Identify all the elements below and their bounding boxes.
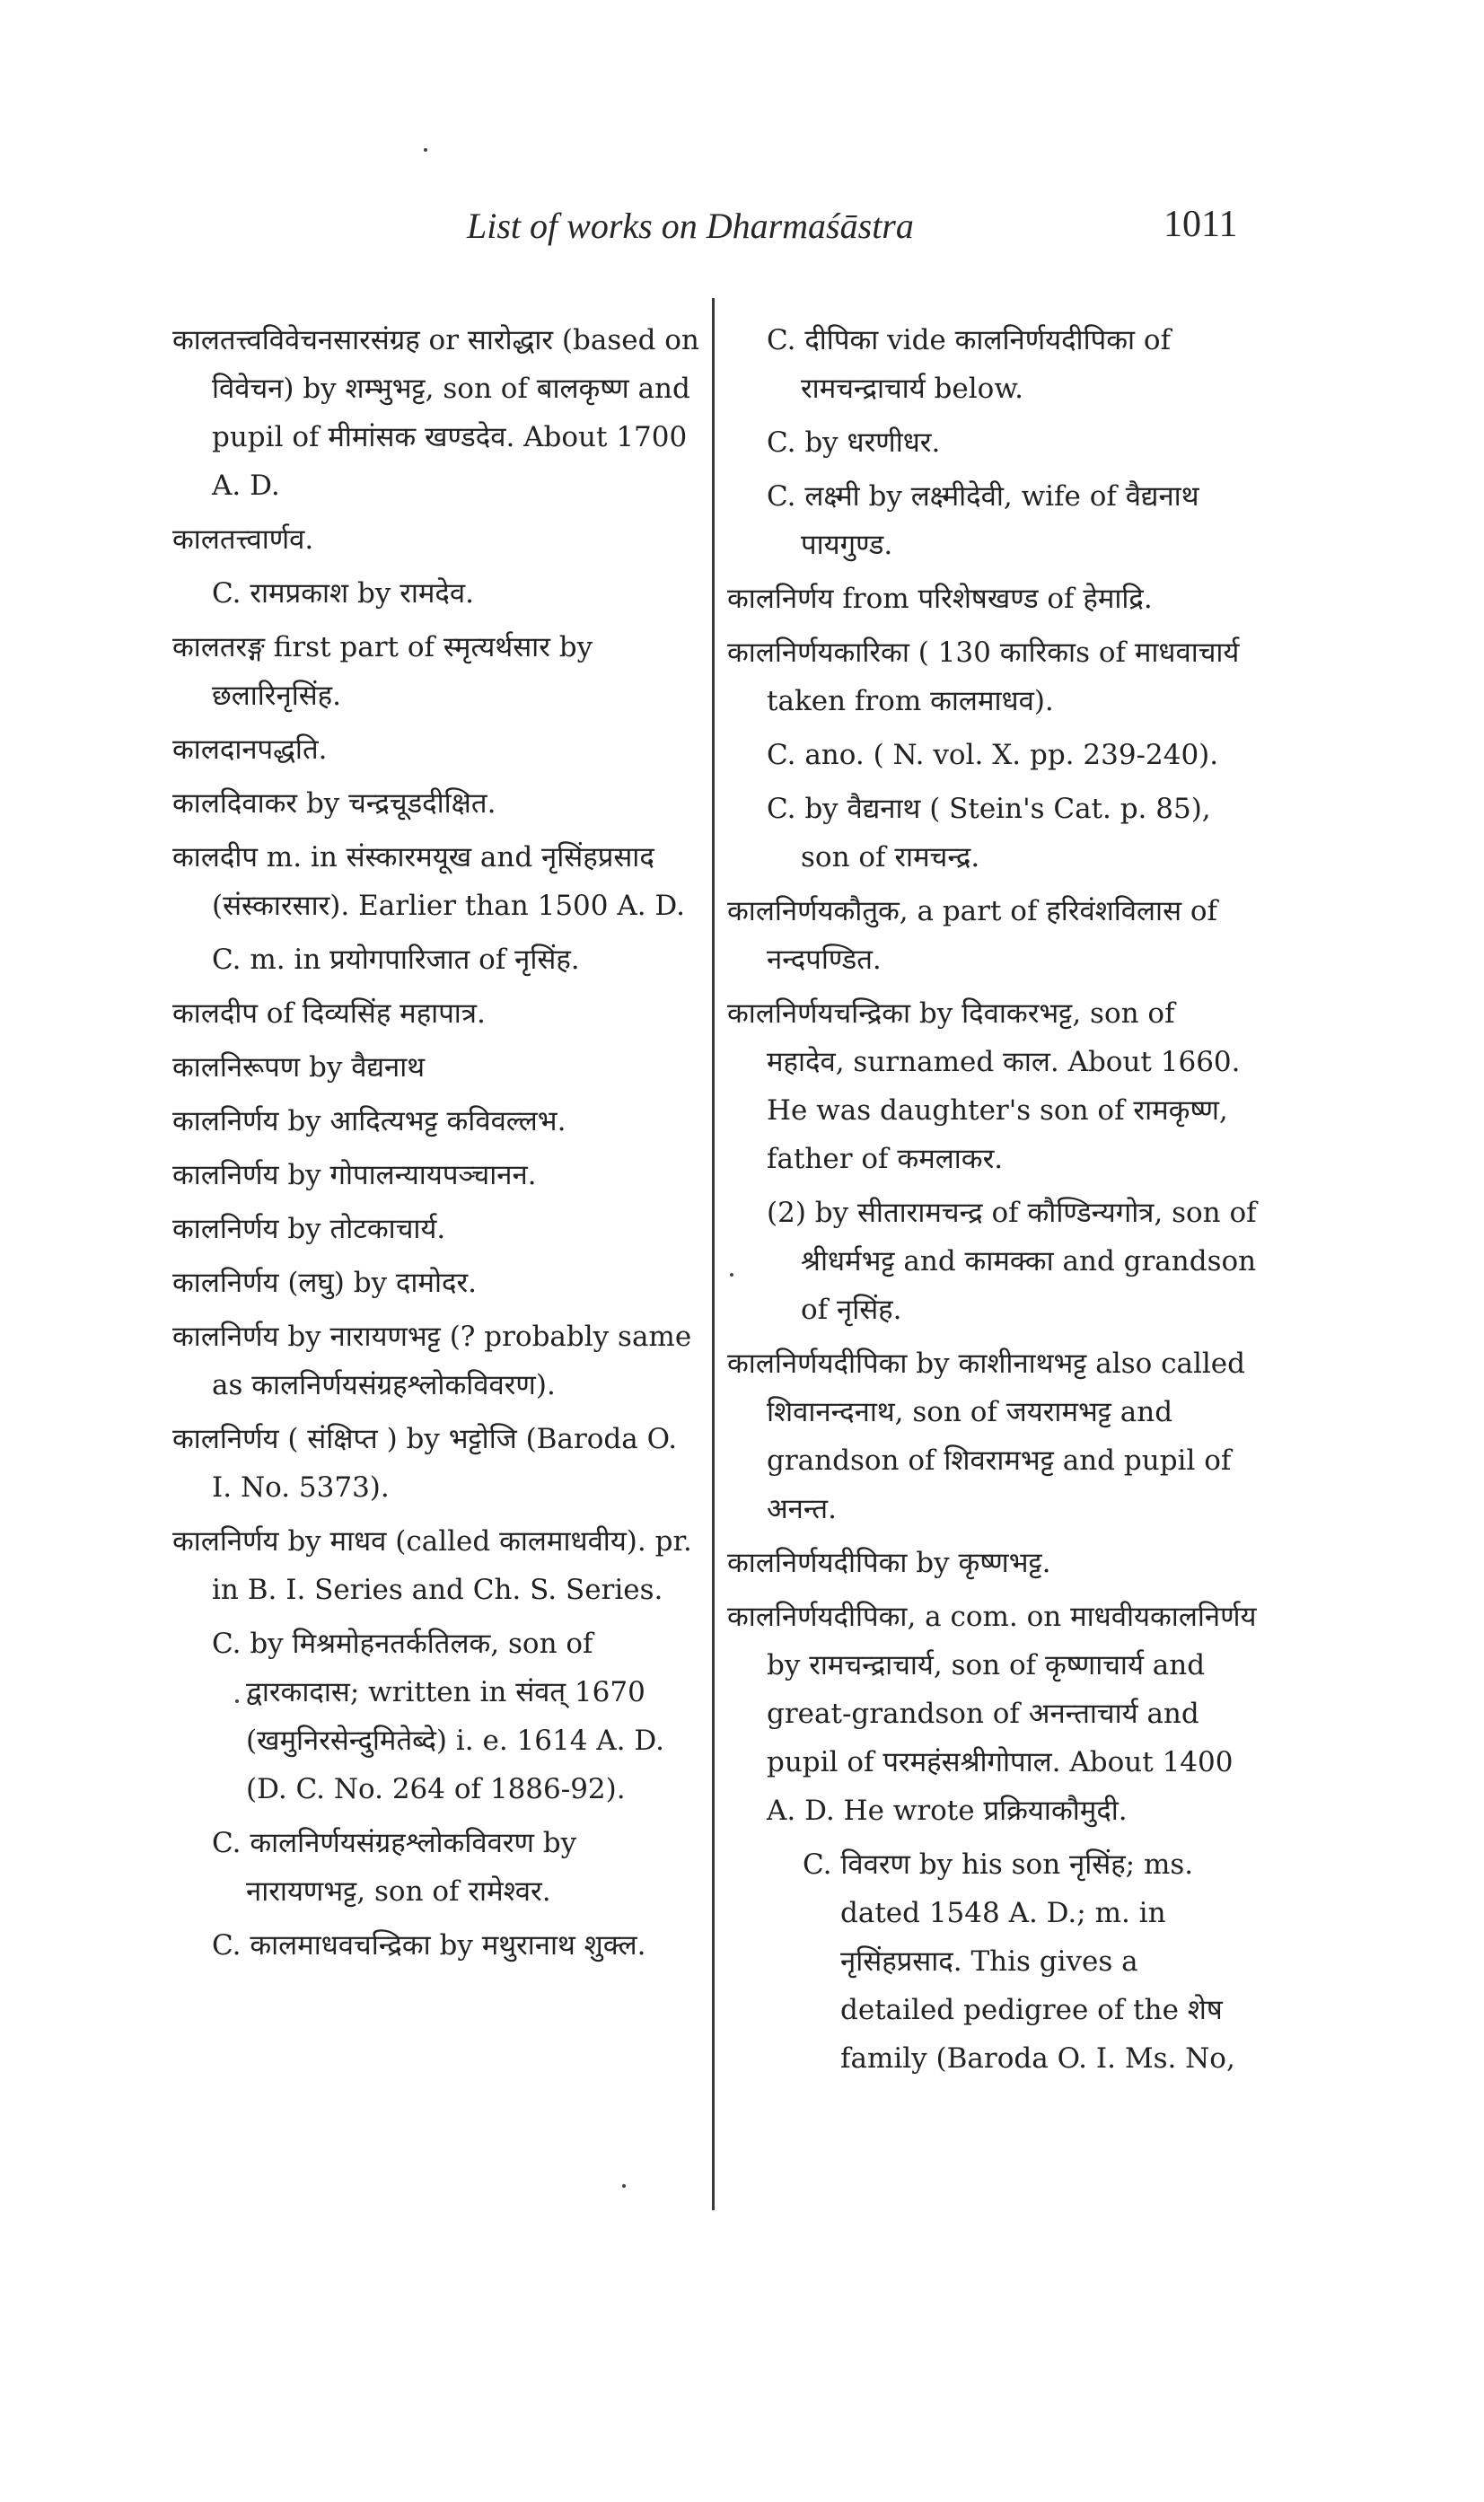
commentary-entry: C. कालनिर्णयसंग्रहश्लोकविवरण by नारायणभट्ट, son of रामेश्वर. (212, 1827, 577, 1908)
work-entry: कालतरङ्ग first part of स्मृत्यर्थसार by छलारिनृसिंह. (172, 631, 593, 712)
commentary-entry: C. m. in प्रयोगपारिजात of नृसिंह. (212, 944, 580, 976)
print-speck (424, 148, 427, 152)
page-number: 1011 (1163, 204, 1238, 245)
work-entry: कालनिर्णय from परिशेषखण्ड of हेमाद्रि. (727, 583, 1153, 615)
work-entry: कालनिर्णयदीपिका by काशीनाथभट्ट also called शिवानन्दनाथ, son of जयरामभट्ट and grandson of शिवरामभट्ट and pupil of अनन्त. (727, 1348, 1245, 1525)
left-column (172, 316, 700, 1975)
work-entry: कालनिर्णयकौतुक, a part of हरिवंशविलास of नन्दपण्डित. (727, 895, 1218, 976)
work-entry: कालनिर्णय (लघु) by दामोदर. (172, 1267, 477, 1299)
work-entry: कालनिर्णयचन्द्रिका by दिवाकरभट्ट, son of महादेव, surnamed काल. About 1660. He was daughter's son of रामकृष्ण, father of कमलाकर. (727, 997, 1241, 1175)
commentary-entry: C. by धरणीधर. (767, 426, 941, 459)
work-entry: कालनिर्णयकारिका ( 130 कारिकाs of माधवाचार्य taken from कालमाधव). (727, 636, 1240, 717)
commentary-entry: C. कालमाधवचन्द्रिका by मथुरानाथ शुक्ल. (212, 1929, 646, 1962)
work-entry: कालनिर्णयदीपिका, a com. on माधवीयकालनिर्णय by रामचन्द्राचार्य, son of कृष्णाचार्य and great-grandson of अनन्ताचार्य and pupil of परमहंसश्रीगोपाल. About 1400 A. D. He wrote प्रक्रियाकौमुदी. (727, 1601, 1257, 1827)
commentary-entry: C. लक्ष्मी by लक्ष्मीदेवी, wife of वैद्यनाथ पायगुण्ड. (767, 480, 1199, 561)
commentary-entry: C. ano. ( N. vol. X. pp. 239-240). (767, 739, 1219, 771)
print-speck (730, 1273, 733, 1277)
work-entry: कालनिरूपण by वैद्यनाथ (172, 1051, 426, 1084)
work-entry: कालतत्त्वविवेचनसारसंग्रह or सारोद्धार (based on विवेचन) by शम्भुभट्ट, son of बालकृष्ण and pupil of मीमांसक खण्डदेव. About 1700 A. D. (172, 324, 699, 502)
running-title: List of works on Dharmaśāstra (467, 206, 914, 246)
commentary-entry: C. by वैद्यनाथ ( Stein's Cat. p. 85), son of रामचन्द्र. (767, 793, 1211, 874)
print-speck (622, 2184, 626, 2188)
commentary-entry: C. दीपिका vide कालनिर्णयदीपिका of रामचन्द्राचार्य below. (767, 324, 1172, 405)
work-entry: कालदिवाकर by चन्द्रचूडदीक्षित. (172, 787, 496, 820)
work-entry: कालदीप m. in संस्कारमयूख and नृसिंहप्रसाद (संस्कारसार). Earlier than 1500 A. D. (172, 841, 686, 922)
column-divider (712, 298, 715, 2210)
commentary-entry: C. रामप्रकाश by रामदेव. (212, 577, 474, 610)
right-column (727, 316, 1259, 2088)
work-entry: कालनिर्णय by गोपालन्यायपञ्चानन. (172, 1159, 537, 1191)
work-entry: कालदीप of दिव्यसिंह महापात्र. (172, 997, 486, 1030)
commentary-entry: (2) by सीतारामचन्द्र of कौण्डिन्यगोत्र, son of श्रीधर्मभट्ट and कामक्का and grandson of नृसिंह. (767, 1197, 1257, 1326)
work-entry: कालनिर्णय by तोटकाचार्य. (172, 1213, 446, 1245)
work-entry: कालदानपद्धति. (172, 733, 328, 766)
commentary-entry: C. विवरण by his son नृसिंह; ms. dated 1548 A. D.; m. in नृसिंहप्रसाद. This gives a detailed pedigree of the शेष family (Baroda O. I. Ms. No, (803, 1848, 1235, 2075)
work-entry: कालनिर्णय by माधव (called कालमाधवीय). pr. in B. I. Series and Ch. S. Series. (172, 1525, 692, 1606)
work-entry: कालनिर्णय by आदित्यभट्ट कविवल्लभ. (172, 1105, 566, 1137)
commentary-entry: C. by मिश्रमोहनतर्कतिलक, son of द्वारकादास; written in संवत् 1670 (खमुनिरसेन्दुमितेब्दे) i. e. 1614 A. D. (D. C. No. 264 of 1886-92). (212, 1628, 664, 1805)
print-speck (235, 1699, 239, 1703)
work-entry: कालनिर्णय by नारायणभट्ट (? probably same as कालनिर्णयसंग्रहश्लोकविवरण). (172, 1321, 692, 1401)
work-entry: कालनिर्णयदीपिका by कृष्णभट्ट. (727, 1547, 1051, 1579)
work-entry: कालतत्त्वार्णव. (172, 523, 314, 556)
work-entry: कालनिर्णय ( संक्षिप्त ) by भट्टोजि (Baroda O. I. No. 5373). (172, 1423, 678, 1504)
